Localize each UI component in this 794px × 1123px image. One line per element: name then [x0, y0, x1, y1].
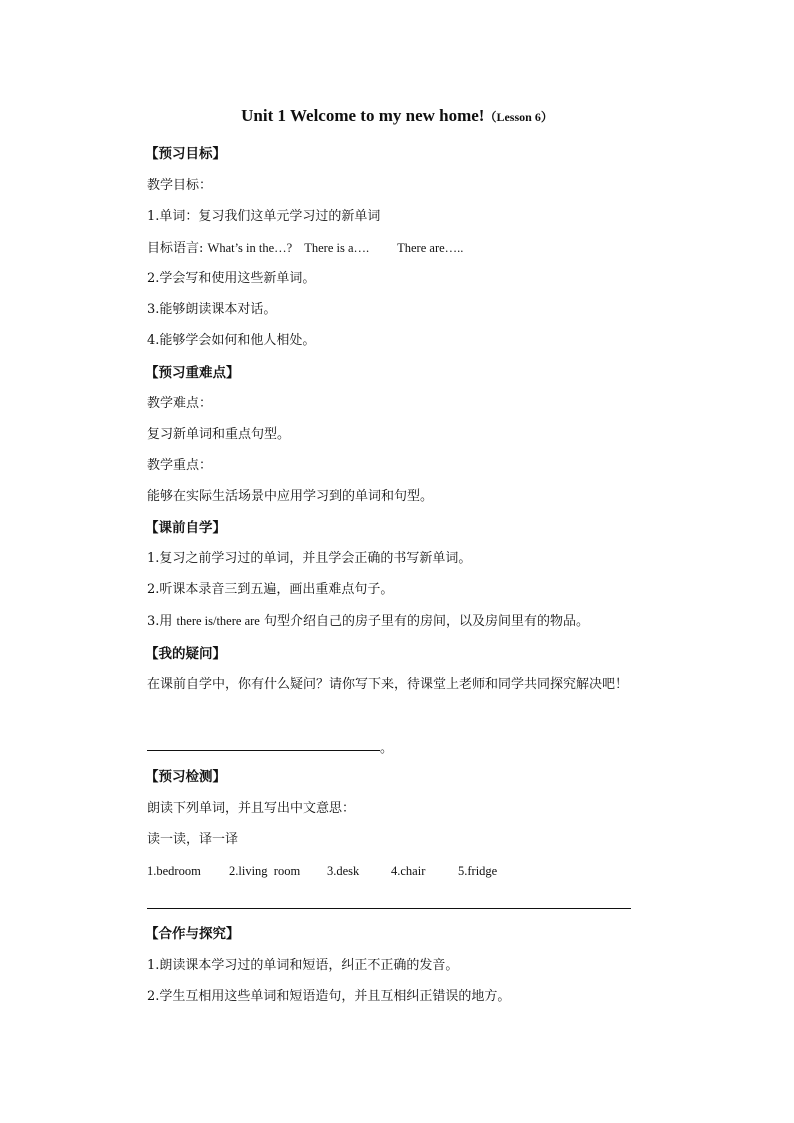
- target-language-3: There are…..: [397, 241, 464, 255]
- vocab-list: [147, 862, 497, 880]
- target-language-line: [147, 239, 463, 258]
- answer-blank-line[interactable]: [147, 750, 380, 751]
- goal-item-4: 4.能够学会如何和他人相处。: [147, 333, 316, 348]
- self-study-item-3-prefix: 3.用: [147, 614, 177, 629]
- preview-check-instruction: 朗读下列单词，并且写出中文意思：: [147, 801, 356, 816]
- target-language-2: There is a….: [304, 241, 370, 255]
- heading-questions: 【我的疑问】: [145, 646, 226, 662]
- focus-text: 能够在实际生活场景中应用学习到的单词和句型。: [147, 489, 434, 504]
- self-study-item-3-suffix: 句型介绍自己的房子里有的房间，以及房间里有的物品。: [259, 614, 589, 629]
- title-lesson: （Lesson 6）: [484, 110, 553, 124]
- vocab-word-5: 5.fridge: [458, 864, 498, 878]
- cooperation-item-2: 2.学生互相用这些单词和短语造句，并且互相纠正错误的地方。: [147, 989, 511, 1004]
- difficulty-text: 复习新单词和重点句型。: [147, 427, 291, 442]
- vocab-word-1: 1.bedroom: [147, 864, 201, 878]
- heading-self-study: 【课前自学】: [145, 520, 226, 536]
- heading-preview-check: 【预习检测】: [145, 769, 226, 785]
- vocab-word-4: 4.chair: [391, 864, 426, 878]
- focus-label: 教学重点：: [147, 458, 213, 473]
- answer-blank-end: 。: [380, 741, 394, 756]
- teaching-goals-label: 教学目标：: [147, 178, 213, 193]
- self-study-item-1: 1.复习之前学习过的单词，并且学会正确的书写新单词。: [147, 551, 472, 566]
- heading-preview-goals: 【预习目标】: [145, 146, 226, 162]
- title-main: Unit 1 Welcome to my new home!: [241, 106, 485, 125]
- vocab-word-2: 2.living room: [229, 864, 301, 878]
- difficulty-label: 教学难点：: [147, 396, 213, 411]
- self-study-item-2: 2.听课本录音三到五遍，画出重难点句子。: [147, 582, 394, 597]
- preview-check-sub: 读一读，译一译: [147, 832, 239, 847]
- heading-key-points: 【预习重难点】: [145, 365, 240, 381]
- self-study-item-3: [147, 612, 589, 631]
- questions-text: 在课前自学中，你有什么疑问？请你写下来，待课堂上老师和同学共同探究解决吧！: [147, 677, 629, 692]
- cooperation-item-1: 1.朗读课本学习过的单词和短语，纠正不正确的发音。: [147, 958, 459, 973]
- page-title: [0, 106, 794, 126]
- target-language-1: What’s in the…?: [207, 241, 293, 255]
- self-study-item-3-en: there is/there are: [176, 614, 260, 628]
- heading-cooperation: 【合作与探究】: [145, 926, 240, 942]
- vocab-word-3: 3.desk: [327, 864, 360, 878]
- target-language-label: 目标语言:: [147, 241, 208, 256]
- goal-item-2: 2.学会写和使用这些新单词。: [147, 271, 316, 286]
- goal-item-3: 3.能够朗读课本对话。: [147, 302, 277, 317]
- goal-item-1: 1.单词：复习我们这单元学习过的新单词: [147, 209, 381, 224]
- answer-rule-line[interactable]: [147, 908, 631, 909]
